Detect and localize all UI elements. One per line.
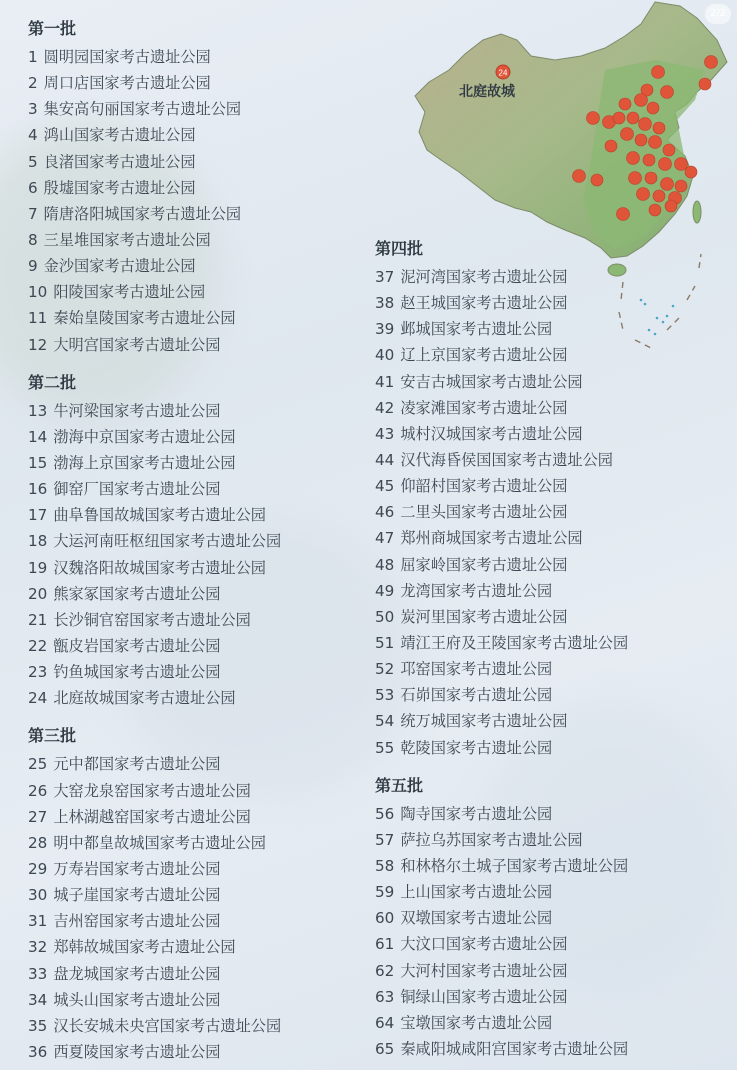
page-indicator[interactable]: 2/2: [705, 4, 731, 24]
list-item: [375, 395, 735, 421]
batch-4: [375, 238, 735, 761]
list-item: [28, 685, 358, 711]
item-name: 双墩国家考古遗址公园: [400, 909, 553, 928]
item-number: 25: [28, 755, 48, 774]
batch-title: 第二批: [28, 372, 77, 392]
item-number: 37: [375, 268, 395, 286]
spacer: [375, 761, 735, 775]
list-item: [375, 958, 735, 984]
item-name: 上山国家考古遗址公园: [400, 883, 553, 902]
list-item: [28, 70, 358, 96]
item-number: 48: [375, 555, 395, 574]
item-number: 53: [375, 686, 395, 705]
item-number: 14: [28, 427, 48, 446]
list-item: [28, 961, 358, 987]
item-number: 16: [28, 480, 48, 499]
list-item: [28, 253, 358, 279]
item-number: 38: [375, 294, 395, 313]
item-name: 甑皮岩国家考古遗址公园: [53, 636, 221, 655]
list-item: [28, 934, 358, 960]
list-item: [375, 656, 735, 682]
list-item: [375, 1036, 735, 1062]
item-name: 大汶口国家考古遗址公园: [400, 935, 568, 954]
item-name: 万寿岩国家考古遗址公园: [53, 859, 221, 878]
item-name: 御窑厂国家考古遗址公园: [53, 480, 221, 499]
list-item: [375, 682, 735, 708]
batch-title: 第三批: [28, 726, 77, 746]
item-name: 北庭故城国家考古遗址公园: [53, 689, 236, 708]
item-name: 圆明园国家考古遗址公园: [43, 48, 211, 66]
list-item: [28, 633, 358, 659]
list-item: [28, 751, 358, 777]
list-item: [375, 879, 735, 905]
item-number: 30: [28, 886, 48, 905]
item-name: 大运河南旺枢纽国家考古遗址公园: [53, 532, 282, 551]
batch-3: [28, 725, 358, 1065]
item-name: 大河村国家考古遗址公园: [400, 961, 568, 980]
item-name: 郑韩故城国家考古遗址公园: [53, 938, 236, 957]
item-name: 城头山国家考古遗址公园: [53, 990, 221, 1009]
list-item: [375, 264, 735, 290]
list-item: [375, 290, 735, 316]
list-item: [375, 447, 735, 473]
item-number: 34: [28, 990, 48, 1009]
item-number: 44: [375, 450, 395, 469]
item-name: 渤海上京国家考古遗址公园: [53, 453, 236, 472]
item-name: 仰韶村国家考古遗址公园: [400, 477, 568, 496]
item-name: 秦始皇陵国家考古遗址公园: [53, 309, 236, 328]
list-item: [28, 279, 358, 305]
item-number: 52: [375, 660, 395, 679]
item-number: 63: [375, 987, 395, 1006]
item-name: 元中都国家考古遗址公园: [53, 755, 221, 774]
item-name: 二里头国家考古遗址公园: [400, 503, 568, 522]
item-name: 熊家冢国家考古遗址公园: [53, 584, 221, 603]
item-name: 炭河里国家考古遗址公园: [400, 607, 568, 626]
item-name: 城村汉城国家考古遗址公园: [400, 424, 583, 443]
list-item: [375, 473, 735, 499]
item-name: 汉长安城未央宫国家考古遗址公园: [53, 1016, 282, 1035]
list-item: [375, 630, 735, 656]
item-name: 萨拉乌苏国家考古遗址公园: [400, 830, 583, 849]
item-number: 10: [28, 283, 48, 302]
item-number: 45: [375, 477, 395, 496]
list-item: [28, 227, 358, 253]
item-number: 55: [375, 738, 395, 757]
list-item: [28, 332, 358, 358]
list-item: [28, 96, 358, 122]
item-number: 43: [375, 424, 395, 443]
item-number: 13: [28, 401, 48, 420]
list-item: [375, 931, 735, 957]
list-item: [28, 659, 358, 685]
item-name: 邛窑国家考古遗址公园: [400, 660, 553, 679]
list-item: [375, 827, 735, 853]
item-number: 65: [375, 1039, 395, 1058]
item-number: 41: [375, 372, 395, 391]
item-number: 62: [375, 961, 395, 980]
item-name: 和林格尔土城子国家考古遗址公园: [400, 856, 629, 875]
item-number: 27: [28, 807, 48, 826]
item-name: 汉代海昏侯国国家考古遗址公园: [400, 450, 613, 469]
item-name: 龙湾国家考古遗址公园: [400, 581, 553, 600]
list-item: [28, 908, 358, 934]
list-item: [28, 528, 358, 554]
item-name: 钓鱼城国家考古遗址公园: [53, 663, 221, 682]
item-number: 49: [375, 581, 395, 600]
list-item: [28, 305, 358, 331]
item-number: 32: [28, 938, 48, 957]
item-name: 隋唐洛阳城国家考古遗址公园: [43, 204, 242, 223]
item-name: 良渚国家考古遗址公园: [43, 152, 196, 171]
list-item: [375, 578, 735, 604]
batch-1: [28, 18, 358, 358]
spacer: [28, 358, 358, 372]
item-number: 46: [375, 503, 395, 522]
item-name: 统万城国家考古遗址公园: [400, 712, 568, 731]
item-number: 23: [28, 663, 48, 682]
item-number: 7: [28, 204, 38, 223]
item-number: 35: [28, 1016, 48, 1035]
item-name: 乾陵国家考古遗址公园: [400, 738, 553, 757]
item-number: 50: [375, 607, 395, 626]
list-item: [28, 581, 358, 607]
list-item: [28, 201, 358, 227]
item-name: 陶寺国家考古遗址公园: [400, 804, 553, 823]
item-number: 5: [28, 152, 38, 171]
item-number: 54: [375, 712, 395, 731]
item-number: 18: [28, 532, 48, 551]
list-item: [375, 421, 735, 447]
list-item: [28, 607, 358, 633]
item-name: 渤海中京国家考古遗址公园: [53, 427, 236, 446]
item-number: 8: [28, 230, 38, 249]
item-number: 61: [375, 935, 395, 954]
item-number: 19: [28, 558, 48, 577]
item-name: 辽上京国家考古遗址公园: [400, 346, 568, 365]
item-number: 42: [375, 398, 395, 417]
item-number: 12: [28, 335, 48, 354]
list-item: [375, 316, 735, 342]
item-name: 大窑龙泉窑国家考古遗址公园: [53, 781, 251, 800]
item-name: 赵王城国家考古遗址公园: [400, 294, 568, 313]
list-item: [375, 735, 735, 761]
taiwan-island: [693, 201, 701, 223]
item-number: 22: [28, 636, 48, 655]
item-number: 56: [375, 804, 395, 823]
item-number: 24: [28, 689, 48, 708]
list-item: [375, 525, 735, 551]
item-name: 邺城国家考古遗址公园: [400, 320, 553, 339]
item-number: 36: [28, 1042, 48, 1061]
list-item: [28, 882, 358, 908]
item-number: 59: [375, 883, 395, 902]
item-number: 6: [28, 178, 38, 197]
item-name: 集安高句丽国家考古遗址公园: [43, 100, 242, 119]
item-number: 57: [375, 830, 395, 849]
item-name: 阳陵国家考古遗址公园: [53, 283, 206, 302]
item-name: 长沙铜官窑国家考古遗址公园: [53, 610, 251, 629]
list-item: [28, 424, 358, 450]
list-item: [28, 450, 358, 476]
list-item: [375, 499, 735, 525]
item-name: 石峁国家考古遗址公园: [400, 686, 553, 705]
left-column: [28, 18, 358, 1065]
item-name: 屈家岭国家考古遗址公园: [400, 555, 568, 574]
list-item: [28, 830, 358, 856]
beiting-label: 北庭故城: [459, 84, 515, 100]
list-item: [375, 905, 735, 931]
list-item: [28, 778, 358, 804]
item-name: 靖江王府及王陵国家考古遗址公园: [400, 633, 629, 652]
item-name: 牛河梁国家考古遗址公园: [53, 401, 221, 420]
item-name: 大明宫国家考古遗址公园: [53, 335, 221, 354]
item-number: 15: [28, 453, 48, 472]
list-item: [28, 44, 358, 70]
item-name: 盘龙城国家考古遗址公园: [53, 964, 221, 983]
list-item: [28, 1013, 358, 1039]
item-number: 31: [28, 912, 48, 931]
item-name: 秦咸阳城咸阳宫国家考古遗址公园: [400, 1039, 629, 1058]
list-item: [28, 804, 358, 830]
item-name: 铜绿山国家考古遗址公园: [400, 987, 568, 1006]
item-number: 28: [28, 833, 48, 852]
item-name: 金沙国家考古遗址公园: [43, 257, 196, 276]
item-number: 2: [28, 74, 38, 93]
list-item: [28, 502, 358, 528]
item-name: 曲阜鲁国故城国家考古遗址公园: [53, 506, 266, 525]
item-number: 29: [28, 859, 48, 878]
list-item: [375, 984, 735, 1010]
item-name: 明中都皇故城国家考古遗址公园: [53, 833, 266, 852]
beiting-marker-number: 24: [498, 68, 508, 78]
item-name: 吉州窑国家考古遗址公园: [53, 912, 221, 931]
item-number: 1: [28, 48, 38, 66]
item-number: 33: [28, 964, 48, 983]
list-item: [28, 476, 358, 502]
item-name: 三星堆国家考古遗址公园: [43, 230, 211, 249]
item-number: 9: [28, 257, 38, 276]
list-item: [28, 175, 358, 201]
item-number: 17: [28, 506, 48, 525]
list-item: [375, 604, 735, 630]
batch-title: 第一批: [28, 19, 77, 38]
item-name: 鸿山国家考古遗址公园: [43, 126, 196, 145]
right-column: [375, 238, 735, 1062]
item-number: 3: [28, 100, 38, 119]
item-number: 39: [375, 320, 395, 339]
list-item: [28, 149, 358, 175]
item-name: 凌家滩国家考古遗址公园: [400, 398, 568, 417]
item-name: 安吉古城国家考古遗址公园: [400, 372, 583, 391]
item-number: 11: [28, 309, 48, 328]
list-item: [375, 801, 735, 827]
item-name: 上林湖越窑国家考古遗址公园: [53, 807, 251, 826]
list-item: [375, 342, 735, 368]
batch-5: [375, 775, 735, 1062]
list-item: [375, 369, 735, 395]
item-name: 郑州商城国家考古遗址公园: [400, 529, 583, 548]
china-landmass: [415, 2, 727, 258]
list-item: [28, 856, 358, 882]
item-name: 周口店国家考古遗址公园: [43, 74, 211, 93]
item-name: 城子崖国家考古遗址公园: [53, 886, 221, 905]
item-number: 58: [375, 856, 395, 875]
item-name: 汉魏洛阳故城国家考古遗址公园: [53, 558, 266, 577]
list-item: [375, 853, 735, 879]
item-name: 殷墟国家考古遗址公园: [43, 178, 196, 197]
list-item: [28, 398, 358, 424]
batch-2: [28, 372, 358, 712]
list-item: [375, 1010, 735, 1036]
batch-title: 第五批: [375, 775, 424, 795]
item-number: 4: [28, 126, 38, 145]
list-item: [28, 122, 358, 148]
item-name: 西夏陵国家考古遗址公园: [53, 1042, 221, 1061]
item-name: 宝墩国家考古遗址公园: [400, 1013, 553, 1032]
item-number: 51: [375, 633, 395, 652]
item-number: 64: [375, 1013, 395, 1032]
batch-title: 第四批: [375, 239, 424, 258]
spacer: [28, 711, 358, 725]
item-number: 26: [28, 781, 48, 800]
item-number: 60: [375, 909, 395, 928]
list-item: [375, 708, 735, 734]
item-number: 21: [28, 610, 48, 629]
item-number: 20: [28, 584, 48, 603]
list-item: [28, 987, 358, 1013]
list-item: [28, 1039, 358, 1065]
list-item: [28, 555, 358, 581]
item-number: 40: [375, 346, 395, 365]
item-number: 47: [375, 529, 395, 548]
item-name: 泥河湾国家考古遗址公园: [400, 268, 568, 286]
list-item: [375, 552, 735, 578]
